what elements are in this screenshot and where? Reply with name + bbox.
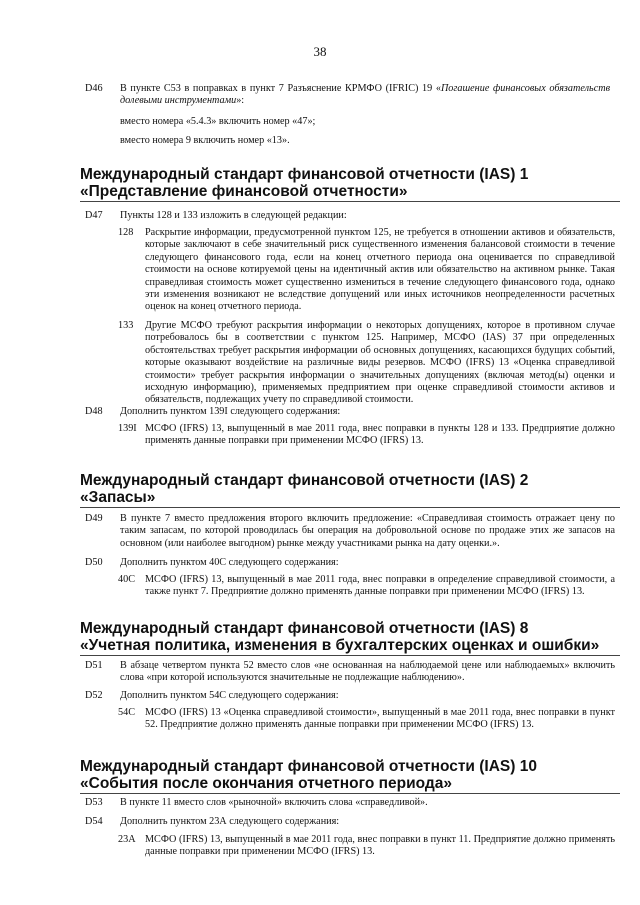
d51-text: В абзаце четвертом пункта 52 вместо слов «не основанная на наблюдаемой цене или наблюдаемых» включить слова «при которой используются значительные не подлежащие наблюдению». bbox=[120, 660, 615, 684]
ias10-title-line1: Международный стандарт финансовой отчетности (IAS) 10 bbox=[80, 758, 537, 775]
ias1-title-line1: Международный стандарт финансовой отчетности (IAS) 1 bbox=[80, 166, 529, 183]
divider bbox=[80, 201, 620, 202]
code-d52: D52 bbox=[85, 690, 103, 701]
code-d48: D48 bbox=[85, 406, 103, 417]
section-heading-ias8 bbox=[80, 620, 620, 654]
d46-text-before: В пункте С53 в поправках в пункт 7 Разъяснение КРМФО (IFRIC) 19 « bbox=[120, 83, 441, 94]
para-text-128: Раскрытие информации, предусмотренной пунктом 125, не требуется в отношении активов и обязательств, которые заключают в себе значительный риск существенного изменения балансовой стоимости в течение следующего финансового года, если на конец отчетного периода она оценивается по справедливой стоимости на основе котируемой цены на идентичный актив или обязательство на активном рынке. Такая справедливая стоимость может существенно измениться в течение следующего финансового года, однако эти изменения возникают не вследствие допущений или иных источников неопределенности расчетных оценок на конец отчетного периода. bbox=[145, 227, 615, 313]
d47-text: Пункты 128 и 133 изложить в следующей редакции: bbox=[120, 210, 347, 221]
d46-text bbox=[120, 83, 610, 108]
d46-line2: вместо номера 9 включить номер «13». bbox=[120, 135, 290, 146]
ias2-title-line1: Международный стандарт финансовой отчетности (IAS) 2 bbox=[80, 472, 529, 489]
para-number-23a: 23А bbox=[118, 834, 136, 845]
page-number: 38 bbox=[313, 44, 327, 59]
d48-text: Дополнить пунктом 139I следующего содержания: bbox=[120, 406, 341, 417]
para-text-54c: МСФО (IFRS) 13 «Оценка справедливой стоимости», выпущенный в мае 2011 года, внес поправки в пункт 52. Предприятие должно применять данные поправки при применении МСФО (IFRS) 13. bbox=[145, 707, 615, 731]
ias10-title-line2: «События после окончания отчетного периода» bbox=[80, 775, 452, 792]
d52-text: Дополнить пунктом 54С следующего содержания: bbox=[120, 690, 339, 701]
code-d50: D50 bbox=[85, 557, 103, 568]
para-text-40c: МСФО (IFRS) 13, выпущенный в мае 2011 года, внес поправки в определение справедливой стоимости, а также пункт 7. Предприятие должно применять данные поправки при применении МСФО (IFRS) 13. bbox=[145, 574, 615, 598]
para-number-133: 133 bbox=[118, 320, 134, 331]
code-d49: D49 bbox=[85, 513, 103, 524]
para-number-40c: 40С bbox=[118, 574, 135, 585]
d53-text: В пункте 11 вместо слов «рыночной» включить слова «справедливой». bbox=[120, 797, 428, 808]
para-text-133: Другие МСФО требуют раскрытия информации о некоторых допущениях, которое в противном случае потребовалось бы в соответствии с пунктом 125. Например, МСФО (IAS) 37 при определенных обстоятельствах требует раскрытия информации об основных допущениях, касающихся будущих событий, которые оказывают воздействие на различные виды резервов. МСФО (IFRS) 13 «Оценка справедливой стоимости» требует раскрытия информации о значительных допущениях (включая метод(ы) оценки и исходную информацию), применяемых предприятием при оценке справедливой стоимости активов и обязательств, подлежащих учету по справедливой стоимости. bbox=[145, 320, 615, 406]
section-heading-ias2 bbox=[80, 472, 620, 506]
code-d53: D53 bbox=[85, 797, 103, 808]
d50-text: Дополнить пунктом 40С следующего содержания: bbox=[120, 557, 339, 568]
d46-text-after: »: bbox=[236, 95, 245, 107]
d46-text-italic: Погашение финансовых обязательств долевыми инструментами bbox=[120, 83, 610, 107]
divider bbox=[80, 507, 620, 508]
code-d47: D47 bbox=[85, 210, 103, 221]
code-d51: D51 bbox=[85, 660, 103, 671]
para-number-128: 128 bbox=[118, 227, 134, 238]
d54-text: Дополнить пунктом 23А следующего содержания: bbox=[120, 816, 340, 827]
code-d46: D46 bbox=[85, 83, 103, 94]
para-number-139i: 139I bbox=[118, 423, 137, 434]
d49-text: В пункте 7 вместо предложения второго включить предложение: «Справедливая стоимость отражает цену по таким запасам, по которой проводилась бы операция на добровольной основе по продаже этих же запасов на основном (или наиболее выгодном) рынке между участниками рынка на дату оценки.». bbox=[120, 513, 615, 549]
ias1-title-line2: «Представление финансовой отчетности» bbox=[80, 183, 408, 200]
divider bbox=[80, 655, 620, 656]
divider bbox=[80, 793, 620, 794]
ias8-title-line2: «Учетная политика, изменения в бухгалтерских оценках и ошибки» bbox=[80, 637, 600, 654]
code-d54: D54 bbox=[85, 816, 103, 827]
para-text-139i: МСФО (IFRS) 13, выпущенный в мае 2011 года, внес поправки в пункты 128 и 133. Предприятие должно применять данные поправки при применении МСФО (IFRS) 13. bbox=[145, 423, 615, 447]
d46-line1: вместо номера «5.4.3» включить номер «47»; bbox=[120, 116, 316, 127]
ias2-title-line2: «Запасы» bbox=[80, 489, 156, 506]
para-number-54c: 54С bbox=[118, 707, 135, 718]
para-text-23a: МСФО (IFRS) 13, выпущенный в мае 2011 года, внес поправки в пункт 11. Предприятие должно применять данные поправки при применении МСФО (IFRS) 13. bbox=[145, 834, 615, 858]
section-heading-ias1 bbox=[80, 166, 620, 200]
section-heading-ias10 bbox=[80, 758, 620, 792]
ias8-title-line1: Международный стандарт финансовой отчетности (IAS) 8 bbox=[80, 620, 529, 637]
